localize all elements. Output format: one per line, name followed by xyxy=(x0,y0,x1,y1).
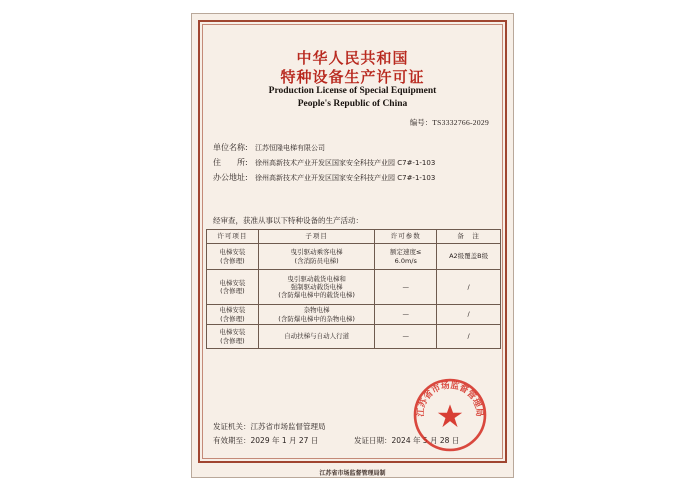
cell-param: — xyxy=(375,305,437,325)
cell-subitem: 曳引驱动载货电梯和 强制驱动载货电梯 (含防爆电梯中的载货电梯) xyxy=(258,270,375,305)
issuing-authority: 发证机关：江苏省市场监督管理局 xyxy=(213,422,326,431)
table-row xyxy=(207,244,501,270)
cell-param: — xyxy=(375,270,437,305)
cell-item: 电梯安装 (含修理) xyxy=(207,305,259,325)
address-field xyxy=(213,157,435,168)
review-statement: 经审查，获准从事以下特种设备的生产活动： xyxy=(213,216,363,225)
license-number xyxy=(410,117,489,128)
issue-date: 发证日期：2024 年 5 月 28 日 xyxy=(354,436,460,445)
cell-note: / xyxy=(437,270,501,305)
office-value: 徐州高新技术产业开发区国家安全科技产业园 C7#-1-103 xyxy=(255,174,436,182)
cell-param: — xyxy=(375,325,437,349)
company-label: 单位名称: xyxy=(213,143,248,152)
address-value: 徐州高新技术产业开发区国家安全科技产业园 C7#-1-103 xyxy=(255,159,436,167)
cell-subitem: 曳引驱动乘客电梯 (含消防员电梯) xyxy=(258,244,375,270)
cell-note: A2级覆盖B级 xyxy=(437,244,501,270)
cell-note: / xyxy=(437,325,501,349)
office-field xyxy=(213,172,435,183)
license-certificate xyxy=(191,13,514,478)
footer-producer: 江苏省市场监督管理局制 xyxy=(319,470,386,477)
header-subitem: 子项目 xyxy=(258,230,375,244)
title-cn-line-1: 中华人民共和国 xyxy=(296,49,409,67)
cell-item: 电梯安装 (含修理) xyxy=(207,325,259,349)
license-number-label: 编号： xyxy=(409,118,433,127)
cell-subitem: 自动扶梯与自动人行道 xyxy=(258,325,375,349)
table-row xyxy=(207,305,501,325)
header-param: 许可参数 xyxy=(375,230,437,244)
company-field xyxy=(213,142,325,153)
license-number-value: TS3332766-2029 xyxy=(432,118,489,127)
cell-item: 电梯安装 (含修理) xyxy=(207,244,259,270)
cell-note: / xyxy=(437,305,501,325)
table-row xyxy=(207,325,501,349)
cell-param: 额定速度≤ 6.0m/s xyxy=(375,244,437,270)
company-value: 江苏恒隆电梯有限公司 xyxy=(255,144,325,152)
table-row xyxy=(207,270,501,305)
valid-until: 有效期至：2029 年 1 月 27 日 xyxy=(213,436,319,445)
table-header-row xyxy=(207,230,501,244)
permit-table xyxy=(206,229,501,349)
header-item: 许可项目 xyxy=(207,230,259,244)
cell-subitem: 杂物电梯 (含防爆电梯中的杂物电梯) xyxy=(258,305,375,325)
title-en-line-1: Production License of Special Equipment xyxy=(268,86,437,96)
title-cn-line-2: 特种设备生产许可证 xyxy=(280,68,425,86)
address-label: 住 所: xyxy=(213,158,248,167)
header-note: 备 注 xyxy=(437,230,501,244)
seal-text: 江苏省市场监督管理局 xyxy=(416,380,484,418)
cell-item: 电梯安装 (含修理) xyxy=(207,270,259,305)
office-label: 办公地址: xyxy=(213,173,248,182)
title-en-line-2: People's Republic of China xyxy=(297,99,408,109)
official-seal-icon xyxy=(412,377,488,453)
